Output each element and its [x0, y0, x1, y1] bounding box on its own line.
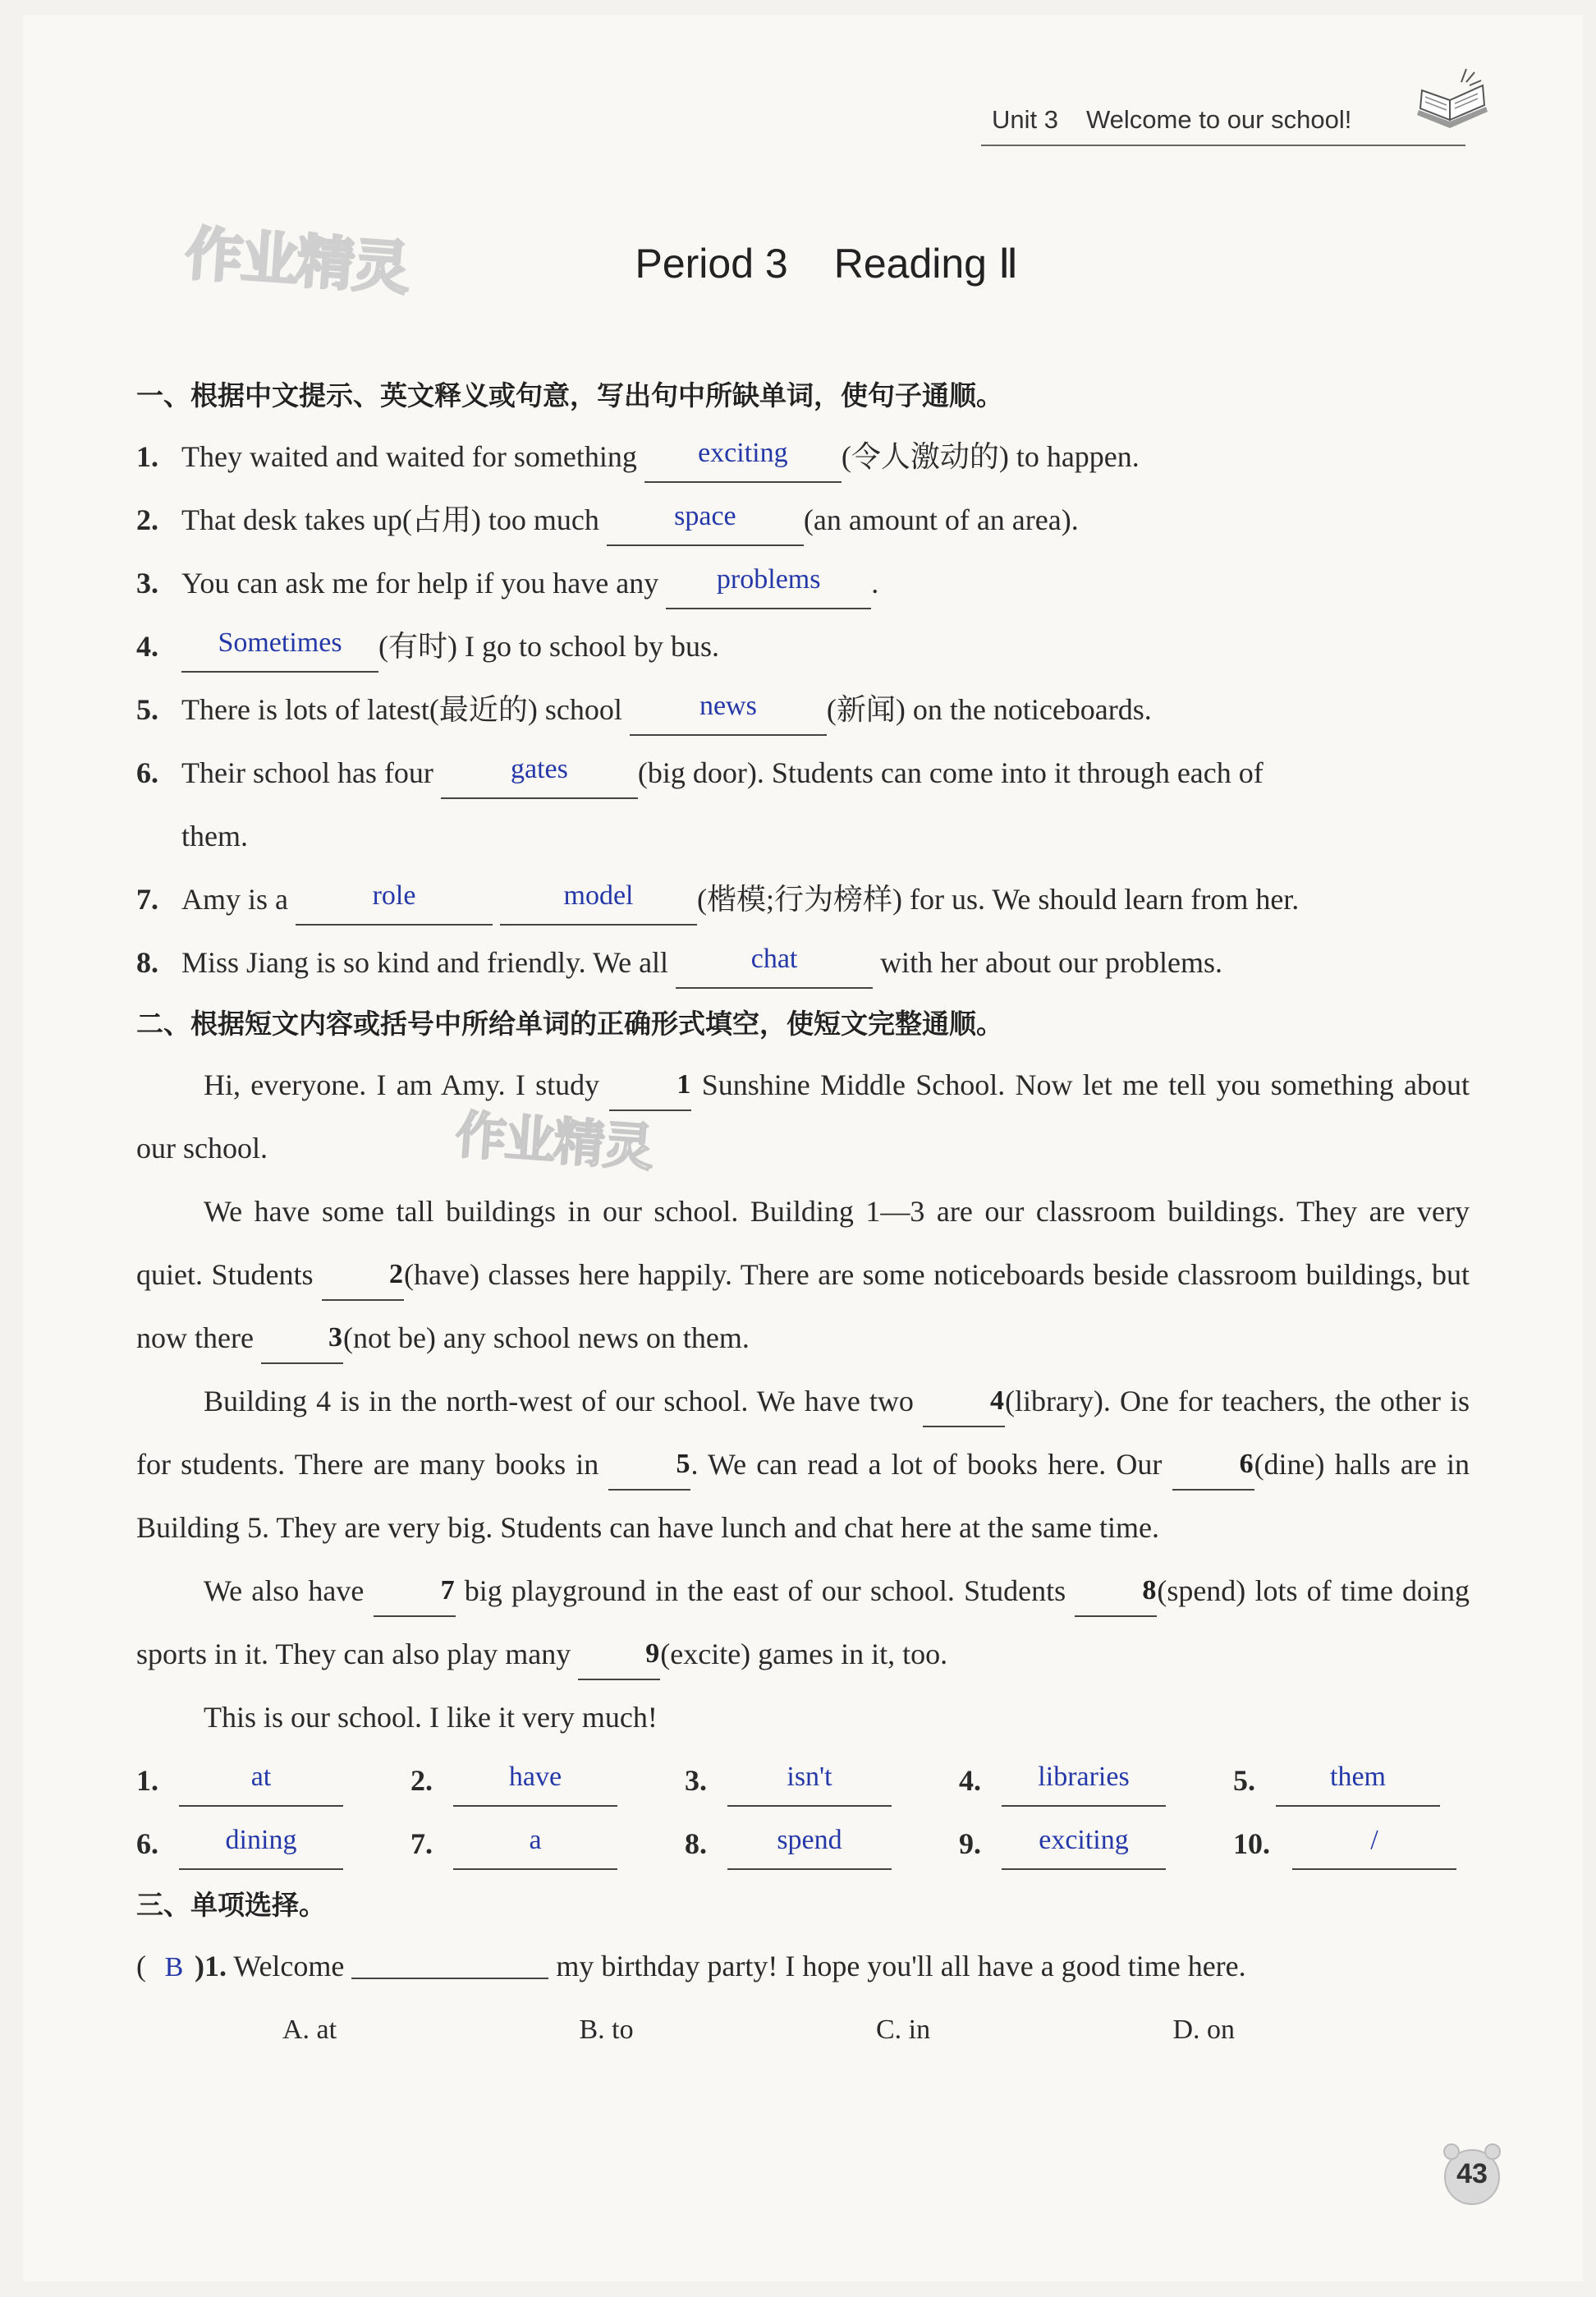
answer-blank[interactable]: at [179, 1769, 343, 1807]
passage-paragraph: We have some tall buildings in our school. Building 1—3 are our classroom buildings. They are very quiet. Students 2(have) classes here happily. There are some noticeboards beside classroom buildings, but now there 3(not be) any school news on them. [136, 1180, 1470, 1370]
exercise-item: 3. You can ask me for help if you have any problems . [136, 552, 1470, 615]
answer-cell: 4. libraries [959, 1749, 1233, 1812]
answer-blank[interactable]: a [453, 1832, 617, 1870]
title-period: Period 3 [635, 241, 788, 287]
answer-cell: 10. / [1233, 1812, 1507, 1876]
section-1-heading: 一、根据中文提示、英文释义或句意，写出句中所缺单词，使句子通顺。 [136, 379, 1003, 411]
passage-paragraph: This is our school. I like it very much! [204, 1701, 658, 1734]
answer-blank[interactable]: model [500, 888, 697, 926]
exercise-item: 6. Their school has four gates (big door). Students can come into it through each of [136, 742, 1470, 805]
section-3-heading: 三、单项选择。 [136, 1889, 326, 1921]
header-rule [981, 145, 1465, 146]
passage-blank[interactable]: 9 [578, 1642, 660, 1680]
exercise-item: 7. Amy is a role model (楷模;行为榜样) for us. We should learn from her. [136, 868, 1470, 931]
passage-blank[interactable]: 7 [374, 1579, 456, 1617]
open-book-icon [1412, 64, 1494, 146]
answer-cell: 8. spend [685, 1812, 959, 1876]
answer-grid [136, 1749, 1470, 1876]
answer-blank[interactable]: dining [179, 1832, 343, 1870]
exercise-item: 4. Sometimes (有时) I go to school by bus. [136, 615, 1470, 678]
answer-cell: 1. at [136, 1749, 410, 1812]
answer-blank[interactable]: problems [666, 572, 871, 609]
header-unit: Unit 3 [992, 105, 1058, 134]
watermark: 作业精灵 [183, 219, 411, 303]
section-2-heading: 二、根据短文内容或括号中所给单词的正确形式填空，使短文完整通顺。 [136, 1008, 1003, 1040]
passage-paragraph: Hi, everyone. I am Amy. I study 1 Sunshine Middle School. Now let me tell you something about our school. [136, 1068, 1470, 1165]
answer-cell: 5. them [1233, 1749, 1507, 1812]
answer-blank[interactable]: isn't [727, 1769, 892, 1807]
watermark: 作业精灵 [453, 1104, 654, 1178]
answer-blank[interactable]: exciting [1002, 1832, 1166, 1870]
answer-blank[interactable]: gates [441, 761, 638, 799]
answer-blank[interactable]: spend [727, 1832, 892, 1870]
answer-blank[interactable] [351, 1941, 548, 1979]
answer-blank[interactable]: Sometimes [181, 635, 378, 673]
choice-answer[interactable]: B [164, 1952, 184, 1982]
option-b[interactable]: B. to [579, 2014, 634, 2045]
answer-blank[interactable]: chat [676, 951, 873, 989]
passage-blank[interactable]: 3 [261, 1326, 343, 1364]
title-reading: Reading Ⅱ [833, 241, 1019, 287]
answer-blank[interactable]: role [296, 888, 493, 926]
passage-paragraph: Building 4 is in the north-west of our school. We have two 4(library). One for teachers, the other is for students. There are many books in 5. We can read a lot of books here. Our 6(dine) halls are in Building 5. They are very big. Students can have lunch and chat here at the same time. [136, 1385, 1470, 1544]
passage-blank[interactable]: 8 [1075, 1579, 1157, 1617]
exercise-item: 2. That desk takes up(占用) too much space (an amount of an area). [136, 489, 1470, 552]
passage-blank[interactable]: 5 [608, 1453, 690, 1491]
exercise-item: 1. They waited and waited for something exciting (令人激动的) to happen. [136, 425, 1470, 489]
exercise-item-continued: them. [181, 820, 248, 852]
exercise-item: 8. Miss Jiang is so kind and friendly. We all chat with her about our problems. [136, 931, 1470, 995]
answer-blank[interactable]: exciting [644, 445, 842, 483]
passage-blank[interactable]: 1 [609, 1073, 691, 1111]
passage-paragraph: We also have 7 big playground in the east of our school. Students 8(spend) lots of time doing sports in it. They can also play many 9(excite) games in it, too. [136, 1560, 1470, 1686]
answer-options [136, 1998, 1470, 2061]
header-title: Welcome to our school! [1085, 105, 1352, 134]
passage-blank[interactable]: 4 [923, 1390, 1005, 1427]
option-c[interactable]: C. in [876, 2014, 931, 2045]
option-d[interactable]: D. on [1172, 2014, 1236, 2045]
exercise-item: 5. There is lots of latest(最近的) school news (新闻) on the noticeboards. [136, 678, 1470, 742]
answer-cell: 3. isn't [685, 1749, 959, 1812]
worksheet-content [136, 366, 1470, 2061]
page-title [0, 240, 1596, 287]
running-header [992, 105, 1351, 135]
answer-blank[interactable]: / [1292, 1832, 1456, 1870]
page-number: 43 [1456, 2158, 1488, 2189]
answer-cell: 9. exciting [959, 1812, 1233, 1876]
answer-blank[interactable]: libraries [1002, 1769, 1166, 1807]
answer-blank[interactable]: news [630, 698, 827, 736]
passage-blank[interactable]: 6 [1172, 1453, 1254, 1491]
answer-cell: 2. have [410, 1749, 685, 1812]
answer-blank[interactable]: space [607, 508, 804, 546]
answer-blank[interactable]: them [1276, 1769, 1440, 1807]
answer-cell: 6. dining [136, 1812, 410, 1876]
answer-cell: 7. a [410, 1812, 685, 1876]
passage-blank[interactable]: 2 [322, 1263, 404, 1301]
multiple-choice-question: ( B )1. Welcome my birthday party! I hope you'll all have a good time here. [136, 1935, 1470, 1998]
option-a[interactable]: A. at [282, 2014, 337, 2045]
answer-blank[interactable]: have [453, 1769, 617, 1807]
